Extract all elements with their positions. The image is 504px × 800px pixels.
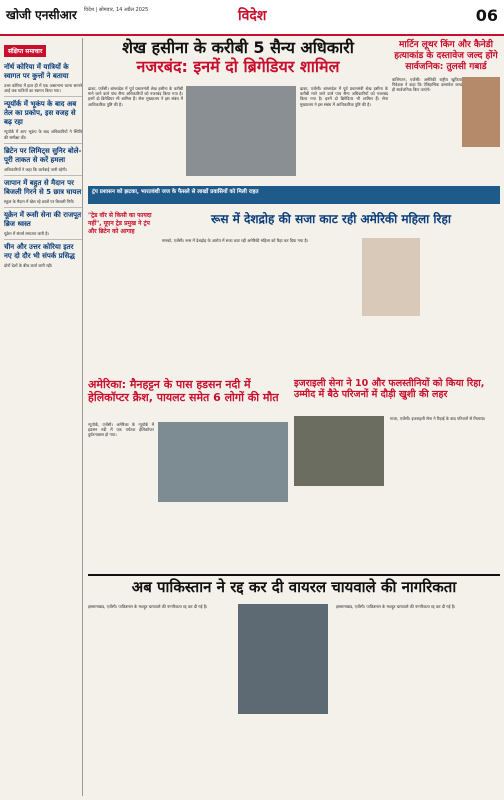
helicopter-story: [88, 378, 288, 568]
israel-photo: [294, 416, 384, 486]
lead-story: [88, 38, 388, 107]
brief-title: जापान में बहुत से मैदान पर बिजली गिरने से 5 छात्र घायल: [4, 179, 82, 197]
brief-text: यूक्रेन में संघर्ष लगातार जारी है।: [4, 231, 50, 237]
brief-text: न्यूयॉर्क में आए भूकंप के बाद अधिकारियों ने स्थिति की समीक्षा की।: [4, 129, 82, 140]
helicopter-photo: [158, 422, 288, 502]
helicopter-headline: अमेरिका: मैनहट्टन के पास हडसन नदी में हेलिकॉप्टर क्रैश, पायलट समेत 6 लोगों की मौत: [88, 378, 279, 404]
russia-story: [162, 212, 500, 372]
right-story: [392, 38, 500, 147]
masthead: [0, 0, 504, 36]
russia-headline: रूस में देशद्रोह की सजा काट रही अमेरिकी महिला रिहा: [211, 212, 451, 226]
brief-text: उत्तर कोरिया में हाल ही में एक असामान्य घटना सामने आई जब यात्रियों का स्वागत किया गया।: [4, 83, 82, 94]
portrait-photo: [462, 77, 500, 147]
brief-title: ब्रिटेन पर लिमिट्स सुनिर बोले- पूरी ताकत से करें हमला: [4, 146, 82, 164]
brief-title: नॉर्थ कोरिया में यात्रियों के स्वागत पर कुत्तों ने बताया: [4, 63, 69, 80]
brief-text: दोनों देशों के बीच वार्ता जारी रही।: [4, 263, 53, 269]
lead-body: ढाका, एजेंसी। बांग्लादेश में पूर्व प्रधानमंत्री शेख हसीना के करीबी माने जाने वाले पांच सैन्य अधिकारियों को नजरबंद किया गया है। इनमें दो ब्रिगेडियर भी शामिल हैं। सेना मुख्यालय ने इस संबंध में आधिकारिक पुष्टि की है।: [88, 86, 183, 107]
lead-headline-2: नजरबंद: इनमें दो ब्रिगेडियर शामिल: [136, 57, 340, 76]
breaking-strip: ट्रंप प्रशासन को झटका, भारतवंशी जज के फैसले से लाखों प्रवासियों को मिली राहत: [88, 186, 500, 204]
woman-photo: [362, 238, 420, 316]
brand-name: खोजी एनसीआर: [6, 8, 77, 22]
chaiwala-photo: [238, 604, 328, 714]
israel-headline: इजराइली सेना ने 10 और फलस्तीनियों को किया रिहा, उम्मीद में बैठे परिजनों में दौड़ी खुशी की लहर: [294, 378, 485, 400]
bottom-headline: अब पाकिस्तान ने रद्द कर दी वायरल चायवाले की नागरिकता: [131, 578, 457, 596]
bottom-body-cont: इस्लामाबाद, एजेंसी। पाकिस्तान के मशहूर चायवाले की नागरिकता रद्द कर दी गई है।: [336, 604, 456, 609]
trade-war-quote: "ट्रेड वॉर से किसी का फायदा नहीं", यूएन ट्रेड प्रमुख ने ट्रंप और ब्रिटेन को आगाह: [88, 212, 152, 235]
divider: [4, 143, 82, 144]
lead-headline: शेख हसीना के करीबी 5 सैन्य अधिकारी: [122, 38, 354, 57]
right-body: वाशिंगटन, एजेंसी। अमेरिकी राष्ट्रीय खुफिया निदेशक ने कहा कि ऐतिहासिक दस्तावेज जल्द ही सार्वजनिक किए जाएंगे।: [392, 77, 462, 93]
israel-story: [294, 378, 500, 568]
israel-body: गाजा, एजेंसी। इजराइली सेना ने रिहाई के बाद परिजनों से मिलाया।: [390, 416, 486, 421]
section-title: विदेश: [238, 8, 267, 24]
page-number: 06: [475, 6, 498, 25]
divider: [4, 96, 82, 97]
brief-title: चीन और उत्तर कोरिया इतर नए दो दौर भी संपर्क प्रसिद्ध: [4, 243, 75, 261]
right-headline: मार्टिन लूथर किंग और कैनेडी हत्याकांड के दस्तावेज जल्द होंगे सार्वजनिक: तुलसी गबार्ड: [394, 40, 498, 72]
sheikh-hasina-photo: [186, 86, 296, 176]
divider: [4, 239, 82, 240]
brief-text: स्कूल के मैदान में खेल रहे छात्रों पर बिजली गिरी।: [4, 199, 75, 205]
russia-body: मास्को, एजेंसी। रूस में देशद्रोह के आरोप में सजा काट रही अमेरिकी महिला को रिहा कर दिया गया है।: [162, 238, 309, 243]
helicopter-body: न्यूयॉर्क, एजेंसी। अमेरिका के न्यूयॉर्क में हडसन नदी में एक पर्यटक हेलिकॉप्टर दुर्घटनाग्रस्त हो गया।: [88, 422, 154, 438]
divider: [4, 207, 82, 208]
bottom-story: [88, 574, 500, 798]
left-column: [4, 38, 83, 796]
trade-war-box: [88, 212, 158, 282]
brief-title: न्यूयॉर्क में भूकंप के बाद अब तेल का प्रकोप, इस वजह से बढ़ रहा: [4, 100, 77, 127]
lead-body-cont: ढाका, एजेंसी। बांग्लादेश में पूर्व प्रधानमंत्री शेख हसीना के करीबी माने जाने वाले पांच सैन्य अधिकारियों को नजरबंद किया गया है। इनमें दो ब्रिगेडियर भी शामिल हैं। सेना मुख्यालय ने इस संबंध में आधिकारिक पुष्टि की है।: [300, 86, 388, 107]
brief-title: यूक्रेन में रूसी सेना की राजपूत ब्रिज ध्वस्त: [4, 211, 82, 229]
bottom-body: इस्लामाबाद, एजेंसी। पाकिस्तान के मशहूर चायवाले की नागरिकता रद्द कर दी गई है।: [88, 604, 208, 609]
divider: [4, 175, 82, 176]
briefs-tag: संक्षिप्त समाचार: [4, 45, 46, 57]
dateline: विदेश | सोमवार, 14 अप्रैल 2025: [84, 7, 149, 13]
brief-text: अधिकारियों ने कहा कि कार्रवाई जारी रहेगी।: [4, 166, 68, 172]
